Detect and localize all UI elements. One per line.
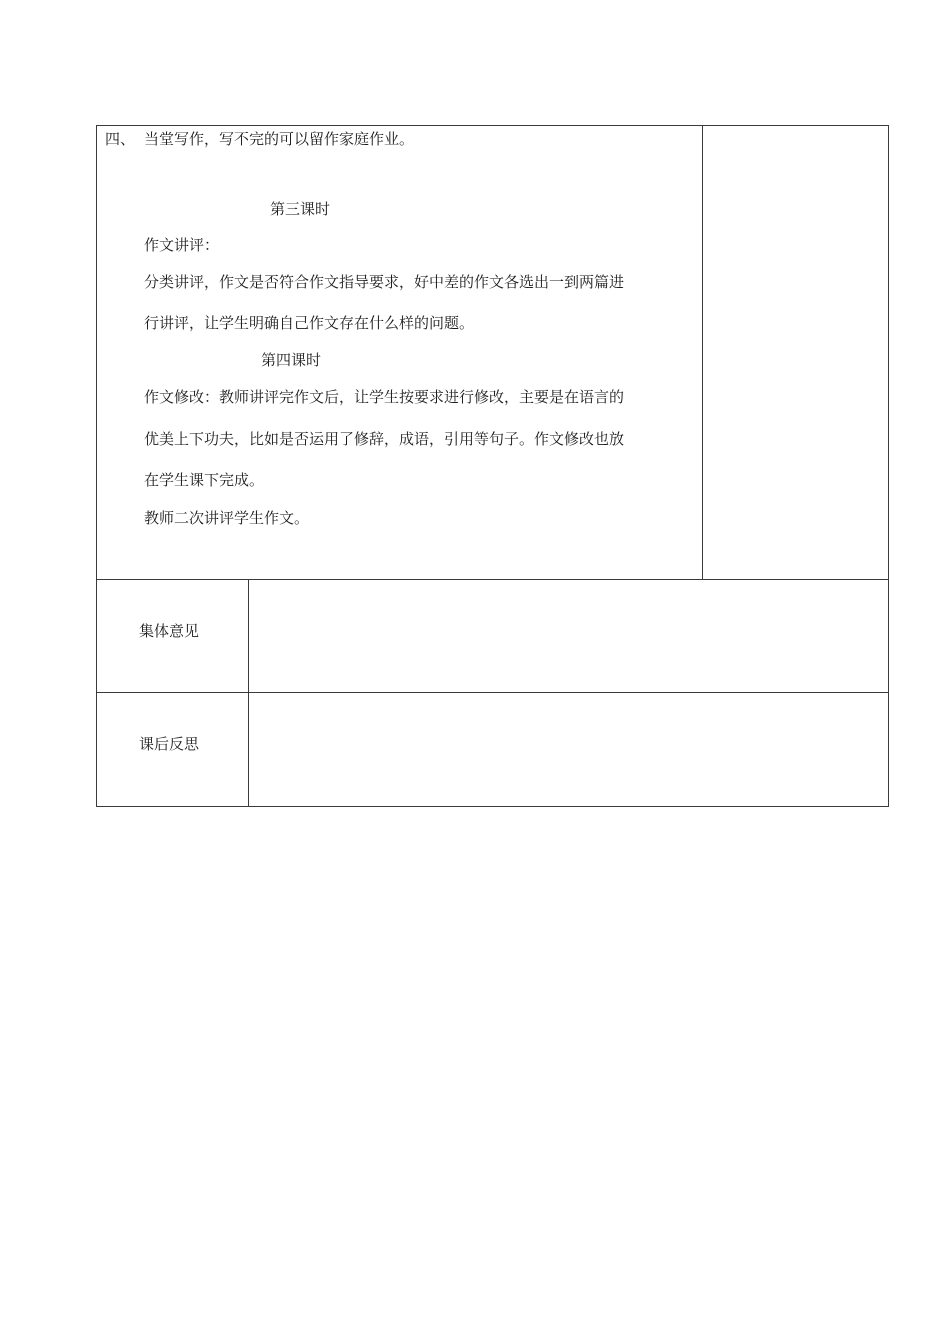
period-three-paragraph-line2: 行讲评，让学生明确自己作文存在什么样的问题。 xyxy=(144,314,475,332)
collective-opinion-value xyxy=(249,580,888,692)
period-three-label: 作文讲评： xyxy=(144,236,220,254)
period-four-heading: 第四课时 xyxy=(261,351,322,369)
period-three-heading: 第三课时 xyxy=(270,200,331,218)
table-left-border xyxy=(96,125,97,807)
period-four-paragraph-line1: 作文修改：教师讲评完作文后，让学生按要求进行修改，主要是在语言的 xyxy=(144,388,625,406)
period-four-closing: 教师二次讲评学生作文。 xyxy=(144,509,310,527)
notes-cell xyxy=(703,126,888,579)
reflection-value xyxy=(249,693,888,806)
table-bottom-border xyxy=(96,806,889,807)
table-right-border xyxy=(888,125,889,807)
step-four-text: 当堂写作，写不完的可以留作家庭作业。 xyxy=(144,130,415,148)
reflection-label: 课后反思 xyxy=(139,735,200,753)
period-four-paragraph-line2: 优美上下功夫，比如是否运用了修辞，成语，引用等句子。作文修改也放 xyxy=(144,430,625,448)
collective-opinion-label: 集体意见 xyxy=(139,622,200,640)
period-four-paragraph-line3: 在学生课下完成。 xyxy=(144,471,265,489)
step-four-number: 四、 xyxy=(105,130,136,148)
period-three-paragraph-line1: 分类讲评，作文是否符合作文指导要求，好中差的作文各选出一到两篇进 xyxy=(144,273,625,291)
